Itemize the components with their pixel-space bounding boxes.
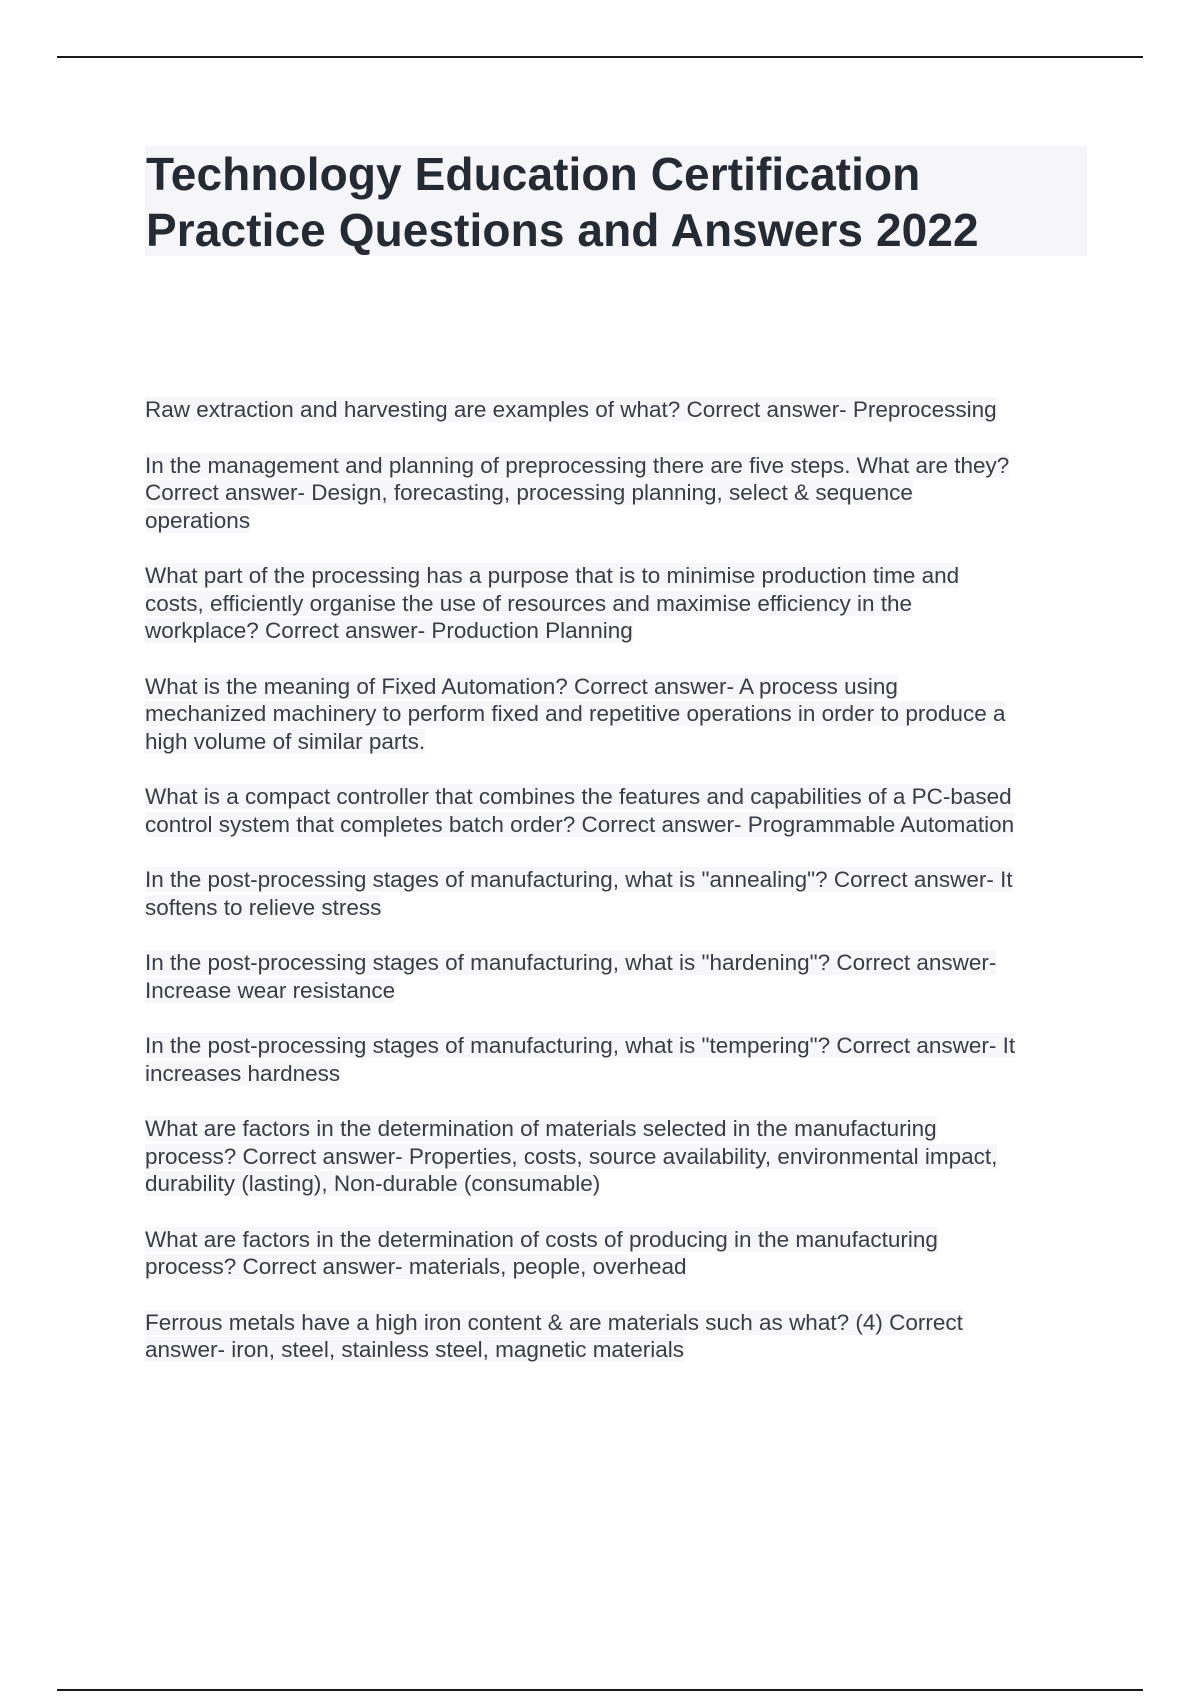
document-title [145, 146, 1087, 258]
qa-line: What part of the processing has a purpose that is to minimise production time and [145, 563, 960, 588]
qa-line: In the post-processing stages of manufacturing, what is "hardening"? Correct answer- [145, 950, 997, 975]
bottom-rule [57, 1689, 1143, 1691]
qa-line: control system that completes batch order? Correct answer- Programmable Automation [145, 811, 1015, 837]
qa-item [145, 1115, 1085, 1198]
qa-paragraph [145, 397, 997, 422]
qa-line: In the management and planning of preprocessing there are five steps. What are they? [145, 452, 1010, 478]
qa-line: workplace? Correct answer- Production Planning [145, 618, 633, 643]
qa-paragraph [145, 1227, 938, 1280]
qa-line: Raw extraction and harvesting are examples of what? Correct answer- Preprocessing [145, 397, 997, 422]
qa-item [145, 396, 1085, 424]
qa-line: In the post-processing stages of manufacturing, what is "annealing"? Correct answer- It [145, 867, 1013, 892]
qa-line: answer- iron, steel, stainless steel, magnetic materials [145, 1337, 684, 1362]
qa-item [145, 1032, 1085, 1087]
qa-paragraph [145, 1033, 1015, 1086]
qa-item [145, 1226, 1085, 1281]
qa-item [145, 866, 1085, 921]
qa-paragraph [145, 1116, 997, 1196]
qa-paragraph [145, 674, 1005, 754]
qa-line: process? Correct answer- materials, people, overhead [145, 1254, 687, 1279]
qa-line: softens to relieve stress [145, 894, 382, 920]
title-block [145, 146, 1087, 256]
qa-paragraph [145, 867, 1013, 920]
qa-line: What is the meaning of Fixed Automation? Correct answer- A process using [145, 673, 898, 699]
title-line-2: Practice Questions and Answers 2022 [146, 204, 979, 256]
qa-line: Ferrous metals have a high iron content & are materials such as what? (4) Correct [145, 1309, 963, 1335]
qa-line: What is a compact controller that combines the features and capabilities of a PC-based [145, 784, 1012, 809]
qa-item [145, 452, 1085, 535]
qa-line: process? Correct answer- Properties, costs, source availability, environmental impact, [145, 1143, 998, 1169]
qa-paragraph [145, 453, 1009, 533]
qa-item [145, 949, 1085, 1004]
qa-line: durability (lasting), Non-durable (consumable) [145, 1171, 601, 1196]
qa-line: mechanized machinery to perform fixed and repetitive operations in order to produce a [145, 701, 1006, 726]
qa-paragraph [145, 950, 996, 1003]
qa-line: In the post-processing stages of manufacturing, what is "tempering"? Correct answer- It [145, 1033, 1016, 1058]
qa-paragraph [145, 1310, 963, 1363]
qa-item [145, 562, 1085, 645]
qa-line: Increase wear resistance [145, 977, 396, 1003]
title-line-1: Technology Education Certification [146, 148, 921, 200]
qa-item [145, 1309, 1085, 1364]
qa-paragraph [145, 563, 959, 643]
qa-paragraph [145, 784, 1014, 837]
qa-item [145, 783, 1085, 838]
qa-item [145, 673, 1085, 756]
qa-line: What are factors in the determination of materials selected in the manufacturing [145, 1116, 937, 1141]
qa-line: high volume of similar parts. [145, 728, 426, 754]
qa-line: Correct answer- Design, forecasting, processing planning, select & sequence [145, 480, 913, 505]
qa-line: operations [145, 507, 251, 533]
qa-line: costs, efficiently organise the use of resources and maximise efficiency in the [145, 590, 913, 616]
top-rule [57, 56, 1143, 58]
qa-line: What are factors in the determination of costs of producing in the manufacturing [145, 1226, 938, 1252]
qa-line: increases hardness [145, 1060, 341, 1086]
qa-list [145, 396, 1085, 1392]
